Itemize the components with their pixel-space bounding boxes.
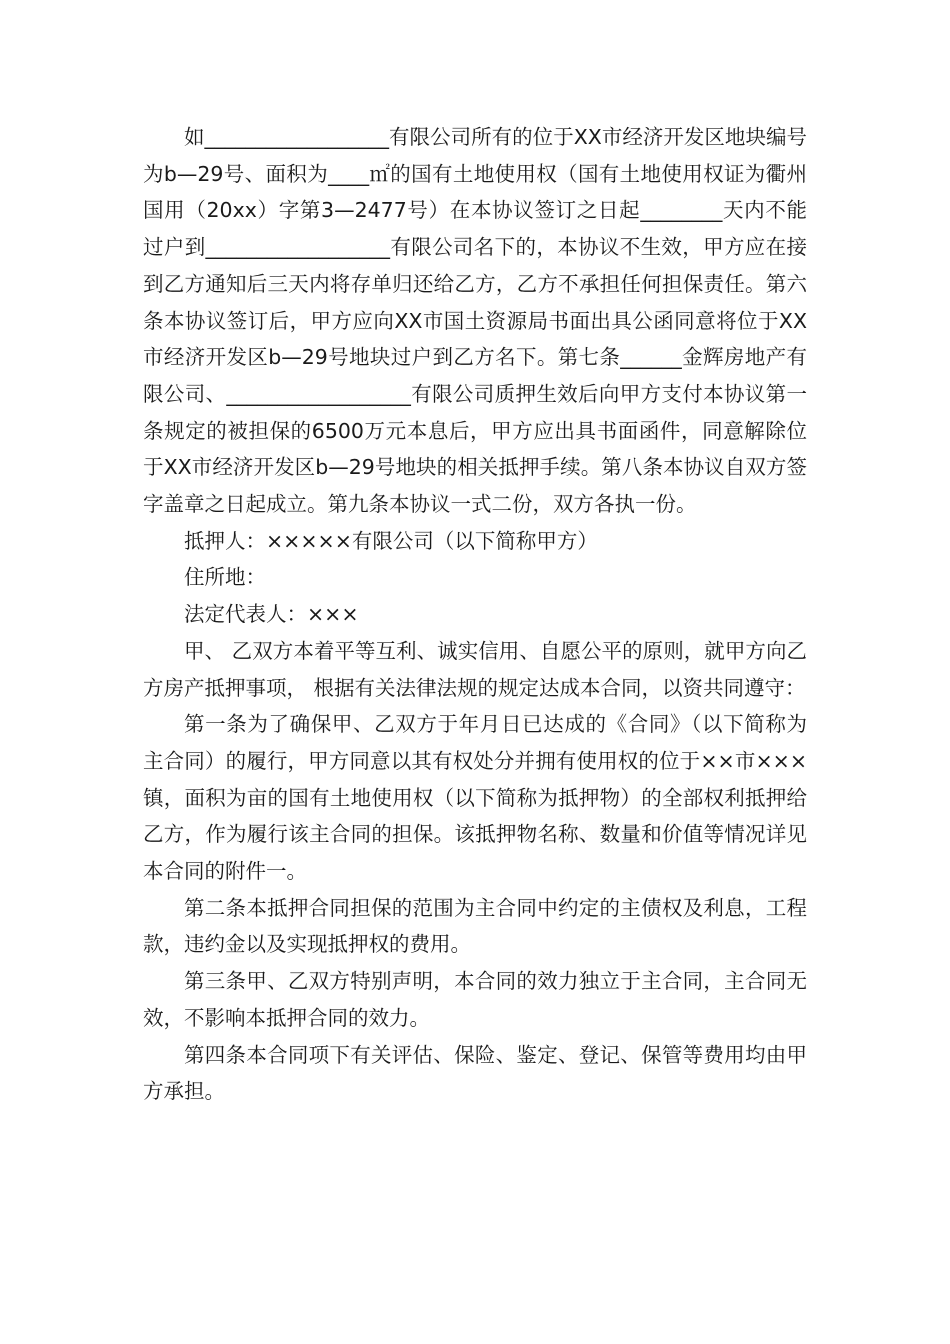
document-body [143,119,807,1110]
paragraph-preamble: 甲、 乙双方本着平等互利、诚实信用、自愿公平的原则，就甲方向乙方房产抵押事项， 根据有关法律法规的规定达成本合同，以资共同遵守： [143,638,807,700]
paragraph-agreement-clauses: 如__________________有限公司所有的位于XX市经济开发区地块编号为b—29号、面积为____㎡的国有土地使用权（国有土地使用权证为衢州国用（20xx）字第3—2477号）在本协议签订之日起________天内不能过户到__________________有限公司名下的，本协议不生效，甲方应在接到乙方通知后三天内将存单归还给乙方，乙方不承担任何担保责任。第六条本协议签订后，甲方应向XX市国土资源局书面出具公函同意将位于XX市经济开发区b—29号地块过户到乙方名下。第七条______金辉房地产有限公司、__________________有限公司质押生效后向甲方支付本协议第一条规定的被担保的6500万元本息后，甲方应出具书面函件，同意解除位于XX市经济开发区b—29号地块的相关抵押手续。第八条本协议自双方签字盖章之日起成立。第九条本协议一式二份，双方各执一份。 [143,125,807,517]
paragraph-article-1: 第一条为了确保甲、乙双方于年月日已达成的《合同》（以下简称为主合同）的履行，甲方同意以其有权处分并拥有使用权的位于××市×××镇，面积为亩的国有土地使用权（以下简称为抵押物）的全部权利抵押给乙方，作为履行该主合同的担保。该抵押物名称、数量和价值等情况详见本合同的附件一。 [143,712,807,884]
paragraph-article-2: 第二条本抵押合同担保的范围为主合同中约定的主债权及利息，工程款，违约金以及实现抵押权的费用。 [143,895,807,957]
paragraph-article-3: 第三条甲、乙双方特别声明，本合同的效力独立于主合同，主合同无效，不影响本抵押合同的效力。 [143,969,807,1030]
paragraph-address: 住所地： [184,565,266,590]
paragraph-legal-representative: 法定代表人：××× [184,602,359,627]
paragraph-mortgagor: 抵押人：×××××有限公司（以下简称甲方） [184,528,598,553]
paragraph-article-4: 第四条本合同项下有关评估、保险、鉴定、登记、保管等费用均由甲方承担。 [143,1042,807,1104]
